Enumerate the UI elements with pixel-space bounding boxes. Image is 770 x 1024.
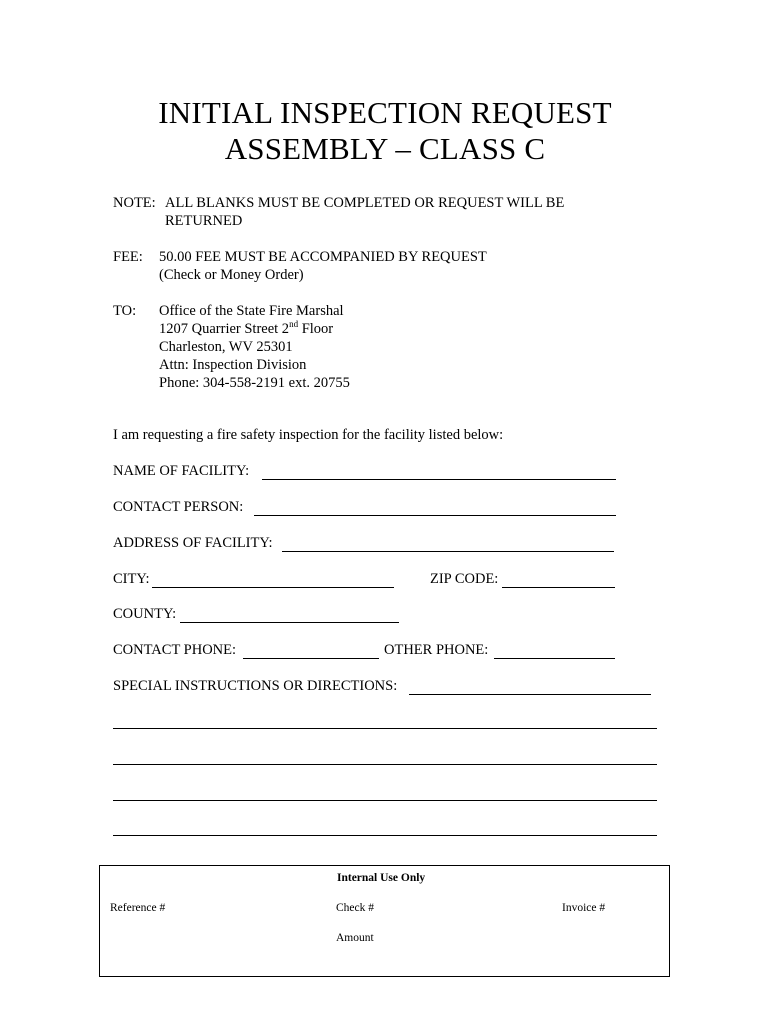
city-label: CITY: bbox=[113, 571, 150, 587]
note-line-1: ALL BLANKS MUST BE COMPLETED OR REQUEST WILL BE bbox=[165, 195, 565, 211]
to-line-3: Charleston, WV 25301 bbox=[159, 339, 293, 355]
address-of-facility-field[interactable] bbox=[282, 551, 614, 552]
county-label: COUNTY: bbox=[113, 606, 177, 622]
contact-person-field[interactable] bbox=[254, 515, 616, 516]
to-line-2-floor: Floor bbox=[298, 321, 334, 337]
to-label: TO: bbox=[113, 303, 137, 319]
to-line-2 bbox=[159, 321, 333, 338]
to-line-5: Phone: 304-558-2191 ext. 20755 bbox=[159, 375, 350, 391]
county-field[interactable] bbox=[180, 622, 399, 623]
special-instructions-line-2[interactable] bbox=[113, 728, 657, 729]
to-line-4: Attn: Inspection Division bbox=[159, 357, 307, 373]
to-line-2-sup: nd bbox=[289, 319, 299, 329]
note-line-2: RETURNED bbox=[165, 213, 243, 229]
to-line-1: Office of the State Fire Marshal bbox=[159, 303, 344, 319]
other-phone-field[interactable] bbox=[494, 658, 615, 659]
to-line-2-street: 1207 Quarrier Street 2 bbox=[159, 321, 290, 337]
request-intro: I am requesting a fire safety inspection for the facility listed below: bbox=[113, 427, 504, 443]
zip-code-label: ZIP CODE: bbox=[430, 571, 499, 587]
other-phone-label: OTHER PHONE: bbox=[384, 642, 489, 658]
fee-line-1: 50.00 FEE MUST BE ACCOMPANIED BY REQUEST bbox=[159, 249, 487, 265]
internal-use-title: Internal Use Only bbox=[337, 872, 426, 884]
zip-code-field[interactable] bbox=[502, 587, 615, 588]
special-instructions-label: SPECIAL INSTRUCTIONS OR DIRECTIONS: bbox=[113, 678, 398, 694]
invoice-number-label: Invoice # bbox=[562, 902, 606, 914]
form-title-line-2: ASSEMBLY – CLASS C bbox=[224, 131, 546, 166]
form-title-line-1: INITIAL INSPECTION REQUEST bbox=[158, 95, 612, 130]
contact-phone-label: CONTACT PHONE: bbox=[113, 642, 237, 658]
check-number-label: Check # bbox=[336, 902, 375, 914]
contact-person-label: CONTACT PERSON: bbox=[113, 499, 244, 515]
contact-phone-field[interactable] bbox=[243, 658, 379, 659]
name-of-facility-label: NAME OF FACILITY: bbox=[113, 463, 250, 479]
special-instructions-line-5[interactable] bbox=[113, 835, 657, 836]
special-instructions-line-4[interactable] bbox=[113, 800, 657, 801]
special-instructions-line-3[interactable] bbox=[113, 764, 657, 765]
fee-label: FEE: bbox=[113, 249, 143, 265]
amount-label: Amount bbox=[336, 932, 374, 944]
special-instructions-field[interactable] bbox=[409, 694, 651, 695]
note-label: NOTE: bbox=[113, 195, 156, 211]
address-of-facility-label: ADDRESS OF FACILITY: bbox=[113, 535, 273, 551]
reference-number-label: Reference # bbox=[110, 902, 166, 914]
name-of-facility-field[interactable] bbox=[262, 479, 616, 480]
city-field[interactable] bbox=[152, 587, 394, 588]
fee-line-2: (Check or Money Order) bbox=[159, 267, 304, 283]
